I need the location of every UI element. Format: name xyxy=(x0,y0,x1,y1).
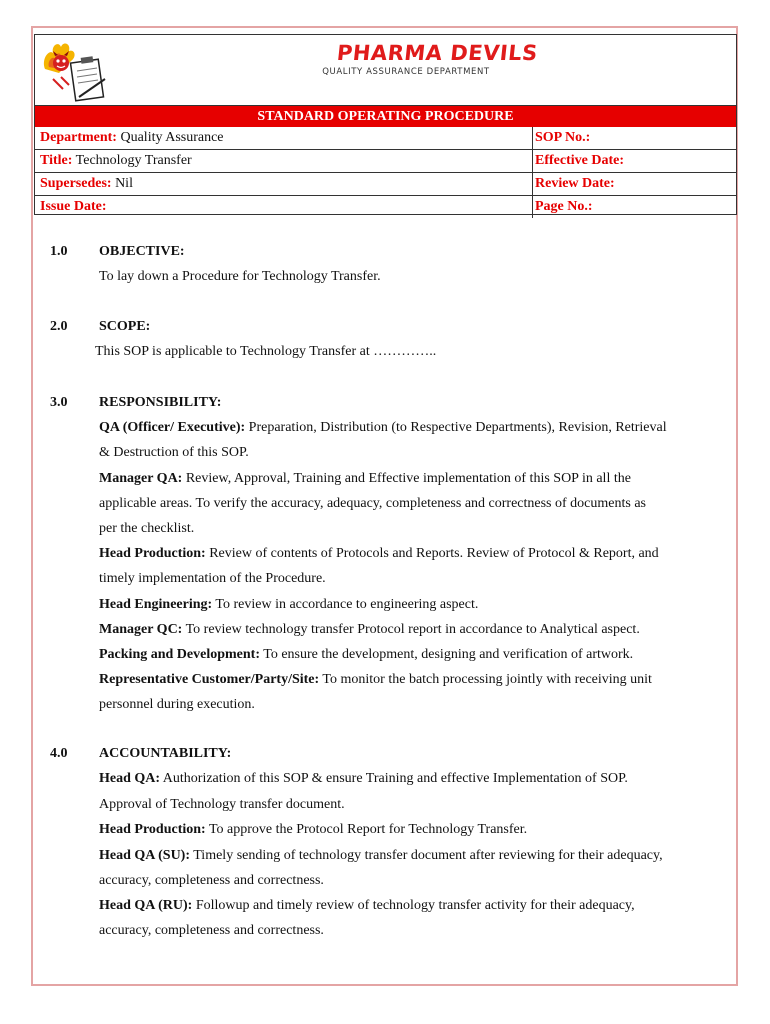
info-row xyxy=(35,127,736,149)
effective-date-label: Effective Date: xyxy=(535,153,625,168)
logo-row xyxy=(35,35,736,105)
sop-title-bar: STANDARD OPERATING PROCEDURE xyxy=(35,105,736,127)
responsibility-item: Representative Customer/Party/Site: To monitor the batch processing jointly with receiving unit xyxy=(99,672,652,687)
responsibility-item: QA (Officer/ Executive): Preparation, Distribution (to Respective Departments), Revision, Retrieval xyxy=(99,420,667,435)
section-heading-accountability: ACCOUNTABILITY: xyxy=(99,746,232,761)
accountability-item-continued: accuracy, completeness and correctness. xyxy=(99,923,324,938)
info-row xyxy=(35,195,736,218)
responsibility-item: Head Engineering: To review in accordance to engineering aspect. xyxy=(99,597,479,612)
accountability-item: Head QA (SU): Timely sending of technology transfer document after reviewing for their adequacy, xyxy=(99,848,663,863)
brand-block xyxy=(287,41,587,77)
title-value: Technology Transfer xyxy=(72,153,192,168)
sop-no-label: SOP No.: xyxy=(535,130,591,145)
section-number: 3.0 xyxy=(50,395,68,410)
scope-text: This SOP is applicable to Technology Transfer at ………….. xyxy=(95,344,437,359)
section-heading-responsibility: RESPONSIBILITY: xyxy=(99,395,222,410)
accountability-item: Head Production: To approve the Protocol Report for Technology Transfer. xyxy=(99,822,528,837)
section-heading-scope: SCOPE: xyxy=(99,319,151,334)
objective-text: To lay down a Procedure for Technology Transfer. xyxy=(99,269,381,284)
accountability-item: Head QA (RU): Followup and timely review of technology transfer activity for their adequacy, xyxy=(99,898,635,913)
section-heading-objective: OBJECTIVE: xyxy=(99,244,185,259)
responsibility-item: Manager QC: To review technology transfer Protocol report in accordance to Analytical aspect. xyxy=(99,622,640,637)
responsibility-item: Head Production: Review of contents of Protocols and Reports. Review of Protocol & Report, and xyxy=(99,546,659,561)
sop-info-grid xyxy=(35,127,736,218)
brand-subtitle: QUALITY ASSURANCE DEPARTMENT xyxy=(322,67,490,77)
department-value: Quality Assurance xyxy=(116,130,224,145)
section-number: 1.0 xyxy=(50,244,68,259)
responsibility-item: Packing and Development: To ensure the development, designing and verification of artwork. xyxy=(99,647,634,662)
info-row xyxy=(35,149,736,172)
devil-mascot-logo-icon xyxy=(39,39,115,103)
supersedes-label: Supersedes: xyxy=(40,176,112,191)
section-number: 2.0 xyxy=(50,319,68,334)
accountability-item-continued: accuracy, completeness and correctness. xyxy=(99,873,324,888)
accountability-item-continued: Approval of Technology transfer document. xyxy=(99,797,345,812)
page-no-label: Page No.: xyxy=(535,199,593,214)
title-label: Title: xyxy=(40,153,73,168)
accountability-item: Head QA: Authorization of this SOP & ensure Training and effective Implementation of SOP. xyxy=(99,771,628,786)
brand-name: PHARMA DEVILS xyxy=(335,41,539,65)
supersedes-value: Nil xyxy=(111,176,133,191)
issue-date-label: Issue Date: xyxy=(40,199,107,214)
responsibility-item-continued: applicable areas. To verify the accuracy, adequacy, completeness and correctness of documents as xyxy=(99,496,646,511)
section-number: 4.0 xyxy=(50,746,68,761)
responsibility-item: Manager QA: Review, Approval, Training and Effective implementation of this SOP in all the xyxy=(99,471,631,486)
responsibility-item-continued: personnel during execution. xyxy=(99,697,255,712)
responsibility-item-continued: & Destruction of this SOP. xyxy=(99,445,249,460)
responsibility-item-continued: timely implementation of the Procedure. xyxy=(99,571,326,586)
sop-header-table xyxy=(34,34,737,215)
department-label: Department: xyxy=(40,130,117,145)
responsibility-item-continued: per the checklist. xyxy=(99,521,195,536)
review-date-label: Review Date: xyxy=(535,176,615,191)
info-row xyxy=(35,172,736,195)
